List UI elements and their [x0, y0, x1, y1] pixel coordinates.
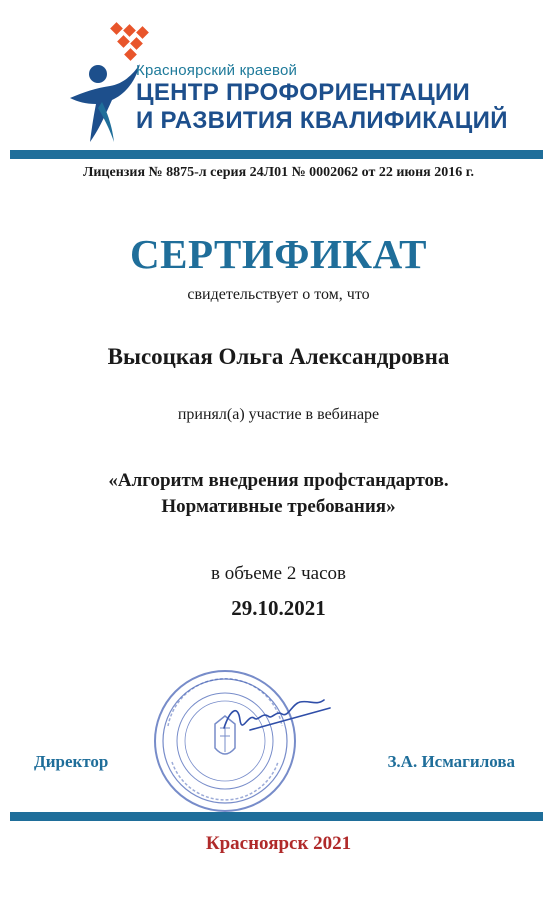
certificate-intro: свидетельствует о том, что — [187, 286, 370, 303]
certificate-title: СЕРТИФИКАТ — [130, 231, 427, 277]
participation-text: принял(а) участие в вебинаре — [177, 406, 380, 423]
webinar-topic — [0, 468, 557, 520]
city-year: Красноярск 2021 — [205, 833, 352, 854]
director-name: З.А. Исмагилова — [387, 752, 515, 771]
org-name-line2: И РАЗВИТИЯ КВАЛИФИКАЦИЙ — [136, 107, 508, 134]
top-divider-bar — [10, 150, 543, 159]
org-logo — [62, 18, 532, 148]
bottom-divider-bar — [10, 812, 543, 821]
org-name — [136, 62, 508, 135]
webinar-topic-line1: «Алгоритм внедрения профстандартов. — [108, 470, 449, 491]
course-volume: в объеме 2 часов — [210, 563, 347, 584]
handwritten-signature-icon — [220, 690, 340, 750]
org-name-line1: ЦЕНТР ПРОФОРИЕНТАЦИИ — [136, 79, 471, 106]
webinar-topic-line2: Нормативные требования» — [161, 496, 396, 517]
org-name-small: Красноярский краевой — [136, 62, 298, 79]
certificate-date: 29.10.2021 — [231, 596, 326, 620]
director-label: Директор — [34, 752, 109, 771]
license-line: Лицензия № 8875-л серия 24Л01 № 0002062 от 22 июня 2016 г. — [82, 165, 475, 180]
recipient-name: Высоцкая Ольга Александровна — [107, 344, 450, 369]
